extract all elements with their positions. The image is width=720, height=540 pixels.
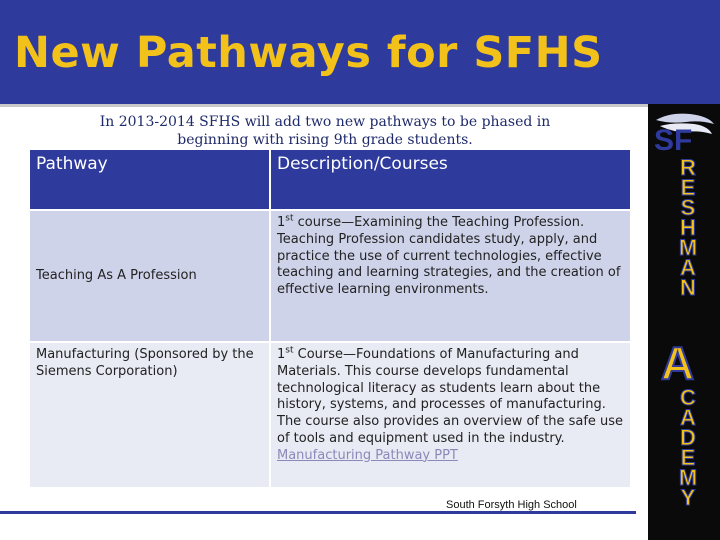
sidebar-letter: R (680, 155, 696, 180)
description-cell (270, 342, 630, 487)
sidebar-letter: N (680, 275, 696, 300)
sidebar-letter: D (680, 425, 696, 450)
intro-text: In 2013-2014 SFHS will add two new pathways to be phased in beginning with rising 9th grade students. (99, 114, 551, 148)
pathway-cell: Manufacturing (Sponsored by the Siemens Corporation) (30, 342, 270, 487)
table-header-row (30, 150, 630, 210)
sidebar-letter: C (680, 385, 696, 410)
title-bar (0, 0, 720, 104)
course-number: 1 (277, 347, 286, 362)
footer-school-name: South Forsyth High School (446, 499, 577, 511)
sidebar-letter: M (678, 235, 698, 260)
academy-big-letter: A (661, 337, 695, 389)
pathway-cell: Teaching As A Profession (30, 210, 270, 342)
bottom-divider (0, 511, 636, 514)
ordinal-suffix: st (285, 213, 294, 224)
sidebar-letter: E (680, 175, 696, 200)
sidebar-letter: A (680, 405, 696, 430)
pathways-table (30, 150, 630, 487)
sidebar-letter: E (680, 445, 696, 470)
description-cell (270, 210, 630, 342)
sidebar-letter: S (680, 195, 696, 220)
sf-eagle-logo (650, 110, 716, 154)
academy-letters (668, 385, 708, 510)
manufacturing-ppt-link[interactable]: Manufacturing Pathway PPT (277, 447, 458, 463)
svg-text:SF: SF (654, 124, 693, 154)
sidebar-letter: M (678, 465, 698, 490)
course-description: course—Examining the Teaching Profession. Teaching Profession candidates study, apply, and practice the use of current technologies, effective teaching and learning strategies, and the creation of effective learning environments. (277, 215, 621, 298)
sidebar-letter: Y (680, 485, 696, 510)
table-row (30, 210, 630, 342)
sidebar-letter: A (680, 255, 696, 280)
header-pathway: Pathway (30, 150, 270, 210)
header-description: Description/Courses (270, 150, 630, 210)
slide-title: New Pathways for SFHS (14, 28, 603, 78)
ordinal-suffix: st (285, 345, 294, 356)
freshman-letters (668, 155, 708, 300)
header-divider (0, 104, 648, 107)
sidebar-letter: H (680, 215, 696, 240)
course-number: 1 (277, 215, 286, 230)
course-description: Course—Foundations of Manufacturing and Materials. This course develops fundamental technological literacy as students learn about the history, systems, and processes of manufacturing. The course also provides an overview of the safe use of tools and equipment used in the industry. (277, 347, 624, 446)
table-row (30, 342, 630, 487)
